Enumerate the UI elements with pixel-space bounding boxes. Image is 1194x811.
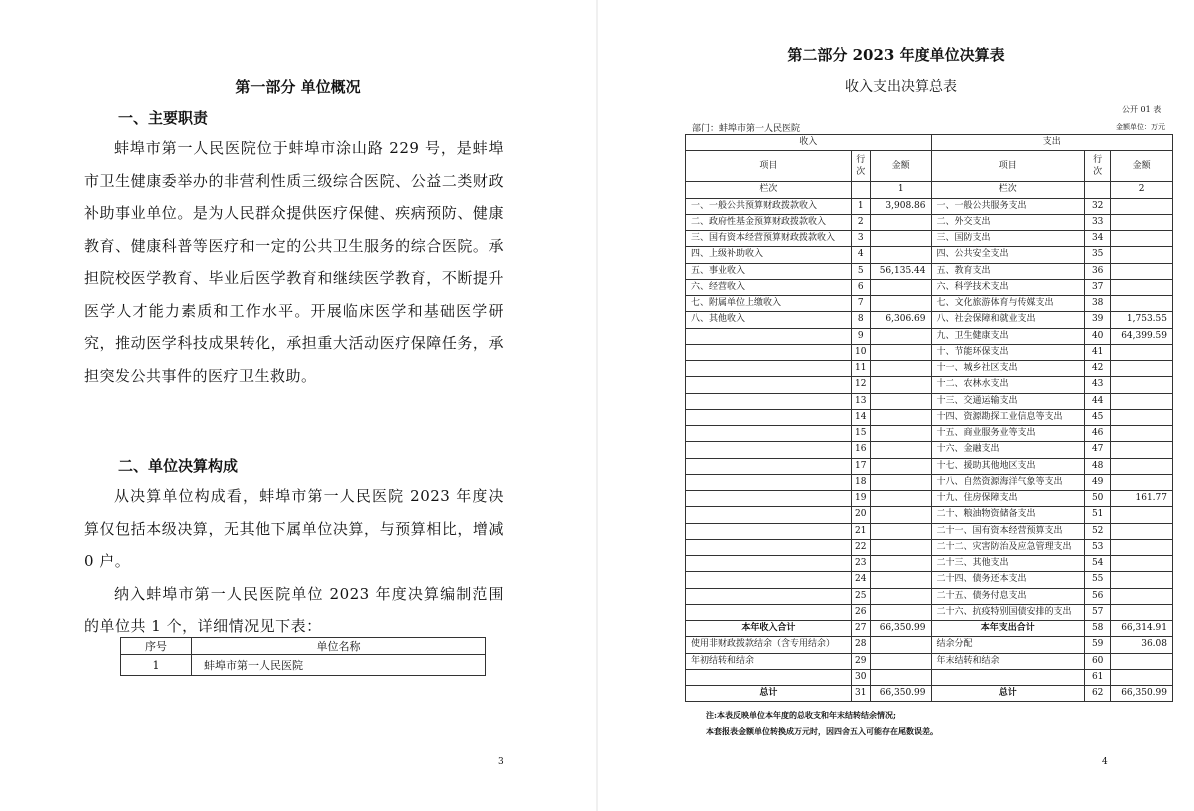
note-line-2: 本套报表金额单位转换成万元时，因四舍五入可能存在尾数误差。 [706, 726, 938, 736]
income-amount-cell [870, 491, 931, 507]
expense-row-no-cell: 39 [1085, 312, 1111, 328]
expense-item-cell: 十四、资源勘探工业信息等支出 [931, 409, 1085, 425]
expense-row-no-cell: 40 [1085, 328, 1111, 344]
income-amount-cell [870, 588, 931, 604]
income-item-cell [686, 572, 852, 588]
unit-table-header [121, 638, 486, 655]
expense-item-cell: 五、教育支出 [931, 263, 1085, 279]
expense-row-no-cell: 61 [1085, 669, 1111, 685]
expense-amount-cell [1111, 214, 1173, 230]
income-amount-cell [870, 653, 931, 669]
expense-item-cell: 十六、金融支出 [931, 442, 1085, 458]
income-row-no-cell: 5 [851, 263, 870, 279]
amount-unit-label: 金额单位：万元 [1116, 123, 1165, 131]
income-amount-cell [870, 377, 931, 393]
table-row [686, 393, 1173, 409]
income-row-no-cell: 13 [851, 393, 870, 409]
table-row [686, 669, 1173, 685]
table-row [686, 474, 1173, 490]
income-item-cell: 八、其他收入 [686, 312, 852, 328]
expense-amount-cell: 66,314.91 [1111, 621, 1173, 637]
expense-amount-cell [1111, 393, 1173, 409]
income-item-cell: 三、国有资本经营预算财政拨款收入 [686, 231, 852, 247]
income-row-no-cell: 24 [851, 572, 870, 588]
expense-amount-cell [1111, 604, 1173, 620]
income-item-cell [686, 491, 852, 507]
expense-row-no-cell: 42 [1085, 361, 1111, 377]
expense-row-no-cell: 54 [1085, 556, 1111, 572]
expense-item-cell: 七、文化旅游体育与传媒支出 [931, 296, 1085, 312]
expense-row-no-cell: 44 [1085, 393, 1111, 409]
income-row-no-cell: 15 [851, 426, 870, 442]
income-amount-cell [870, 474, 931, 490]
table-row [121, 655, 486, 676]
page-number: 3 [498, 757, 504, 767]
expense-item-cell: 十八、自然资源海洋气象等支出 [931, 474, 1085, 490]
table-row [686, 539, 1173, 555]
income-row-no-cell: 30 [851, 669, 870, 685]
table-row [686, 279, 1173, 295]
income-amount-cell [870, 604, 931, 620]
table-row [686, 458, 1173, 474]
expense-item-cell: 十、节能环保支出 [931, 344, 1085, 360]
table-column-index-row [686, 182, 1173, 198]
income-row-no-cell: 25 [851, 588, 870, 604]
expense-item-cell: 二十、粮油物资储备支出 [931, 507, 1085, 523]
expense-amount-cell [1111, 198, 1173, 214]
table-column-header [686, 151, 1173, 182]
income-row-no-cell: 9 [851, 328, 870, 344]
income-item-cell [686, 604, 852, 620]
expense-item-cell: 十五、商业服务业等支出 [931, 426, 1085, 442]
expense-item-cell: 二十一、国有资本经营预算支出 [931, 523, 1085, 539]
expense-row-no-cell: 56 [1085, 588, 1111, 604]
income-row-no-cell: 3 [851, 231, 870, 247]
table-row [686, 588, 1173, 604]
expense-row-no-cell: 59 [1085, 637, 1111, 653]
expense-row-no-cell: 32 [1085, 198, 1111, 214]
expense-amount-cell [1111, 279, 1173, 295]
income-amount-cell [870, 393, 931, 409]
expense-amount-cell: 66,350.99 [1111, 686, 1173, 702]
income-row-no-cell: 22 [851, 539, 870, 555]
part2-title: 第二部分 2023 年度单位决算表 [787, 46, 1005, 64]
income-row-no-cell: 8 [851, 312, 870, 328]
table-row [686, 377, 1173, 393]
income-amount-cell [870, 556, 931, 572]
table-row [686, 198, 1173, 214]
income-amount-cell [870, 231, 931, 247]
duties-text: 蚌埠市第一人民医院位于蚌埠市涂山路 229 号，是蚌埠市卫生健康委举办的非营利性质三级综合医院、公益二类财政补助事业单位。是为人民群众提供医疗保健、疾病预防、健康教育、健康科普等医疗和一定的公共卫生服务的综合医院。承担院校医学教育、毕业后医学教育和继续医学教育，不断提升医学人才能力素质和工作水平。开展临床医学和基础医学研究，推动医学科技成果转化，承担重大活动医疗保障任务，承担突发公共事件的医疗卫生救助。 [84, 139, 504, 385]
unit-col-no: 序号 [121, 638, 192, 655]
table-row [686, 409, 1173, 425]
expense-amount-cell [1111, 653, 1173, 669]
expense-col-label: 栏次 [931, 182, 1085, 198]
left-page [0, 0, 596, 811]
expense-row-no-cell: 45 [1085, 409, 1111, 425]
expense-item-cell: 四、公共安全支出 [931, 247, 1085, 263]
expense-row-no-cell: 36 [1085, 263, 1111, 279]
expense-item-cell: 八、社会保障和就业支出 [931, 312, 1085, 328]
income-amount-cell [870, 409, 931, 425]
income-amount-cell [870, 247, 931, 263]
unit-name-cell: 蚌埠市第一人民医院 [192, 655, 486, 676]
income-item-cell: 使用非财政拨款结余（含专用结余） [686, 637, 852, 653]
income-amount-cell [870, 361, 931, 377]
expense-amount-cell: 64,399.59 [1111, 328, 1173, 344]
income-item-cell: 二、政府性基金预算财政拨款收入 [686, 214, 852, 230]
expense-amount-cell [1111, 556, 1173, 572]
income-amount-cell [870, 539, 931, 555]
expense-row-no-cell: 43 [1085, 377, 1111, 393]
page-number: 4 [1102, 757, 1108, 767]
income-item-cell [686, 377, 852, 393]
expense-row-no-cell: 57 [1085, 604, 1111, 620]
income-item-cell: 五、事业收入 [686, 263, 852, 279]
expense-amount-cell [1111, 539, 1173, 555]
table-row [686, 312, 1173, 328]
income-expense-table [685, 134, 1173, 702]
composition-text: 从决算单位构成看，蚌埠市第一人民医院 2023 年度决算仅包括本级决算，无其他下属单位决算，与预算相比，增减 0 户。 [84, 487, 504, 570]
expense-col-number: 2 [1111, 182, 1173, 198]
expense-amount-cell [1111, 474, 1173, 490]
income-amount-cell: 3,908.86 [870, 198, 931, 214]
department-label: 部门：蚌埠市第一人民医院 [692, 124, 801, 134]
table-row [686, 507, 1173, 523]
expense-row-no-cell: 60 [1085, 653, 1111, 669]
income-row-no-cell: 20 [851, 507, 870, 523]
table-row [686, 344, 1173, 360]
income-item-cell: 六、经营收入 [686, 279, 852, 295]
right-page [598, 0, 1194, 811]
table-row [686, 426, 1173, 442]
expense-item-cell: 二十四、债务还本支出 [931, 572, 1085, 588]
expense-amount-cell [1111, 523, 1173, 539]
income-row-no-cell: 23 [851, 556, 870, 572]
expense-row-no-cell: 48 [1085, 458, 1111, 474]
expense-amount-cell [1111, 458, 1173, 474]
note-line-1: 注:本表反映单位本年度的总收支和年末结转结余情况; [706, 710, 896, 720]
expense-amount-cell [1111, 507, 1173, 523]
expense-item-cell: 二、外交支出 [931, 214, 1085, 230]
expense-item-cell: 年末结转和结余 [931, 653, 1085, 669]
table-row [686, 637, 1173, 653]
expense-amount-cell [1111, 263, 1173, 279]
expense-amount-cell: 36.08 [1111, 637, 1173, 653]
expense-row-no-cell: 35 [1085, 247, 1111, 263]
income-row-no-cell: 18 [851, 474, 870, 490]
income-row-no-cell: 2 [851, 214, 870, 230]
income-amount-cell: 66,350.99 [870, 686, 931, 702]
income-amount-cell [870, 507, 931, 523]
table-row [686, 686, 1173, 702]
expense-item-cell: 二十六、抗疫特别国债安排的支出 [931, 604, 1085, 620]
expense-row-no-cell: 52 [1085, 523, 1111, 539]
income-amount-cell [870, 572, 931, 588]
income-item-cell [686, 474, 852, 490]
expense-amount-header: 金额 [1111, 151, 1173, 182]
expense-amount-cell [1111, 588, 1173, 604]
expense-row-no-cell: 34 [1085, 231, 1111, 247]
section1-heading: 一、主要职责 [118, 109, 209, 127]
expense-row-no-cell: 46 [1085, 426, 1111, 442]
income-amount-cell [870, 458, 931, 474]
expense-item-cell [931, 669, 1085, 685]
expense-row-no-cell: 47 [1085, 442, 1111, 458]
expense-item-cell: 二十三、其他支出 [931, 556, 1085, 572]
expense-row-no-cell: 41 [1085, 344, 1111, 360]
income-row-header: 行次 [851, 151, 870, 182]
income-col-blank [851, 182, 870, 198]
income-item-cell [686, 442, 852, 458]
income-row-no-cell: 12 [851, 377, 870, 393]
table-row [686, 214, 1173, 230]
expense-amount-cell [1111, 426, 1173, 442]
income-item-cell [686, 669, 852, 685]
table-row [686, 491, 1173, 507]
table-row [686, 604, 1173, 620]
income-row-no-cell: 11 [851, 361, 870, 377]
expense-item-cell: 十七、援助其他地区支出 [931, 458, 1085, 474]
expense-row-no-cell: 58 [1085, 621, 1111, 637]
part1-title: 第一部分 单位概况 [235, 78, 361, 96]
income-row-no-cell: 21 [851, 523, 870, 539]
income-item-cell [686, 539, 852, 555]
income-item-cell [686, 344, 852, 360]
expense-row-no-cell: 37 [1085, 279, 1111, 295]
income-amount-cell [870, 296, 931, 312]
duties-paragraph [84, 132, 504, 392]
expense-item-cell: 六、科学技术支出 [931, 279, 1085, 295]
expense-item-cell: 十一、城乡社区支出 [931, 361, 1085, 377]
income-amount-cell [870, 344, 931, 360]
income-amount-cell: 66,350.99 [870, 621, 931, 637]
table-row [686, 572, 1173, 588]
expense-amount-cell [1111, 669, 1173, 685]
income-col-label: 栏次 [686, 182, 852, 198]
expense-row-no-cell: 33 [1085, 214, 1111, 230]
income-row-no-cell: 29 [851, 653, 870, 669]
income-row-no-cell: 19 [851, 491, 870, 507]
expense-row-no-cell: 51 [1085, 507, 1111, 523]
expense-amount-cell: 1,753.55 [1111, 312, 1173, 328]
income-item-cell [686, 507, 852, 523]
expense-amount-cell [1111, 572, 1173, 588]
income-item-cell [686, 556, 852, 572]
expense-amount-cell [1111, 361, 1173, 377]
income-item-cell [686, 523, 852, 539]
income-item-cell: 总计 [686, 686, 852, 702]
income-amount-cell [870, 442, 931, 458]
table-row [686, 653, 1173, 669]
income-item-cell [686, 426, 852, 442]
table-row [686, 231, 1173, 247]
expense-header: 支出 [931, 135, 1173, 151]
income-item-cell: 一、一般公共预算财政拨款收入 [686, 198, 852, 214]
expense-item-cell: 结余分配 [931, 637, 1085, 653]
expense-row-no-cell: 38 [1085, 296, 1111, 312]
table-row [686, 263, 1173, 279]
income-amount-cell [870, 523, 931, 539]
income-row-no-cell: 10 [851, 344, 870, 360]
expense-item-cell: 二十五、债务付息支出 [931, 588, 1085, 604]
income-item-header: 项目 [686, 151, 852, 182]
section2-heading: 二、单位决算构成 [118, 457, 239, 475]
expense-item-cell: 九、卫生健康支出 [931, 328, 1085, 344]
income-col-number: 1 [870, 182, 931, 198]
table-body [686, 198, 1173, 702]
income-row-no-cell: 14 [851, 409, 870, 425]
income-row-no-cell: 6 [851, 279, 870, 295]
expense-row-header: 行次 [1085, 151, 1111, 182]
income-item-cell: 年初结转和结余 [686, 653, 852, 669]
income-amount-cell [870, 637, 931, 653]
expense-amount-cell [1111, 377, 1173, 393]
income-row-no-cell: 26 [851, 604, 870, 620]
table-row [686, 621, 1173, 637]
form-code: 公开 01 表 [1122, 105, 1162, 114]
unit-no-cell: 1 [121, 655, 192, 676]
income-amount-header: 金额 [870, 151, 931, 182]
expense-item-cell: 本年支出合计 [931, 621, 1085, 637]
income-item-cell: 四、上级补助收入 [686, 247, 852, 263]
expense-item-cell: 十三、交通运输支出 [931, 393, 1085, 409]
table-row [686, 442, 1173, 458]
expense-amount-cell [1111, 247, 1173, 263]
expense-item-cell: 一、一般公共服务支出 [931, 198, 1085, 214]
income-row-no-cell: 17 [851, 458, 870, 474]
expense-item-cell: 二十二、灾害防治及应急管理支出 [931, 539, 1085, 555]
expense-row-no-cell: 50 [1085, 491, 1111, 507]
expense-row-no-cell: 53 [1085, 539, 1111, 555]
expense-row-no-cell: 55 [1085, 572, 1111, 588]
income-row-no-cell: 1 [851, 198, 870, 214]
income-item-cell [686, 393, 852, 409]
table-row [686, 556, 1173, 572]
table-row [686, 296, 1173, 312]
table-row [686, 523, 1173, 539]
income-item-cell [686, 588, 852, 604]
expense-amount-cell [1111, 231, 1173, 247]
expense-row-no-cell: 62 [1085, 686, 1111, 702]
expense-col-blank [1085, 182, 1111, 198]
income-item-cell: 本年收入合计 [686, 621, 852, 637]
income-row-no-cell: 31 [851, 686, 870, 702]
scope-text: 纳入蚌埠市第一人民医院单位 2023 年度决算编制范围的单位共 1 个，详细情况见下表： [84, 584, 504, 635]
expense-row-no-cell: 49 [1085, 474, 1111, 490]
income-row-no-cell: 28 [851, 637, 870, 653]
unit-list-table [120, 637, 486, 676]
expense-amount-cell: 161.77 [1111, 491, 1173, 507]
composition-paragraph [84, 480, 504, 643]
income-amount-cell [870, 669, 931, 685]
income-item-cell [686, 361, 852, 377]
expense-item-cell: 总计 [931, 686, 1085, 702]
income-item-cell: 七、附属单位上缴收入 [686, 296, 852, 312]
expense-item-cell: 三、国防支出 [931, 231, 1085, 247]
income-item-cell [686, 458, 852, 474]
table-row [686, 247, 1173, 263]
expense-amount-cell [1111, 409, 1173, 425]
income-amount-cell: 56,135.44 [870, 263, 931, 279]
table-row [686, 361, 1173, 377]
income-amount-cell [870, 328, 931, 344]
unit-col-name: 单位名称 [192, 638, 486, 655]
income-row-no-cell: 4 [851, 247, 870, 263]
income-row-no-cell: 7 [851, 296, 870, 312]
income-amount-cell: 6,306.69 [870, 312, 931, 328]
income-amount-cell [870, 279, 931, 295]
income-header: 收入 [686, 135, 932, 151]
expense-item-header: 项目 [931, 151, 1085, 182]
income-row-no-cell: 16 [851, 442, 870, 458]
expense-amount-cell [1111, 296, 1173, 312]
table-subtitle: 收入支出决算总表 [845, 79, 957, 95]
income-item-cell [686, 409, 852, 425]
income-row-no-cell: 27 [851, 621, 870, 637]
income-amount-cell [870, 214, 931, 230]
income-item-cell [686, 328, 852, 344]
table-row [686, 328, 1173, 344]
expense-amount-cell [1111, 442, 1173, 458]
income-amount-cell [870, 426, 931, 442]
expense-item-cell: 十二、农林水支出 [931, 377, 1085, 393]
table-group-header [686, 135, 1173, 151]
expense-item-cell: 十九、住房保障支出 [931, 491, 1085, 507]
expense-amount-cell [1111, 344, 1173, 360]
